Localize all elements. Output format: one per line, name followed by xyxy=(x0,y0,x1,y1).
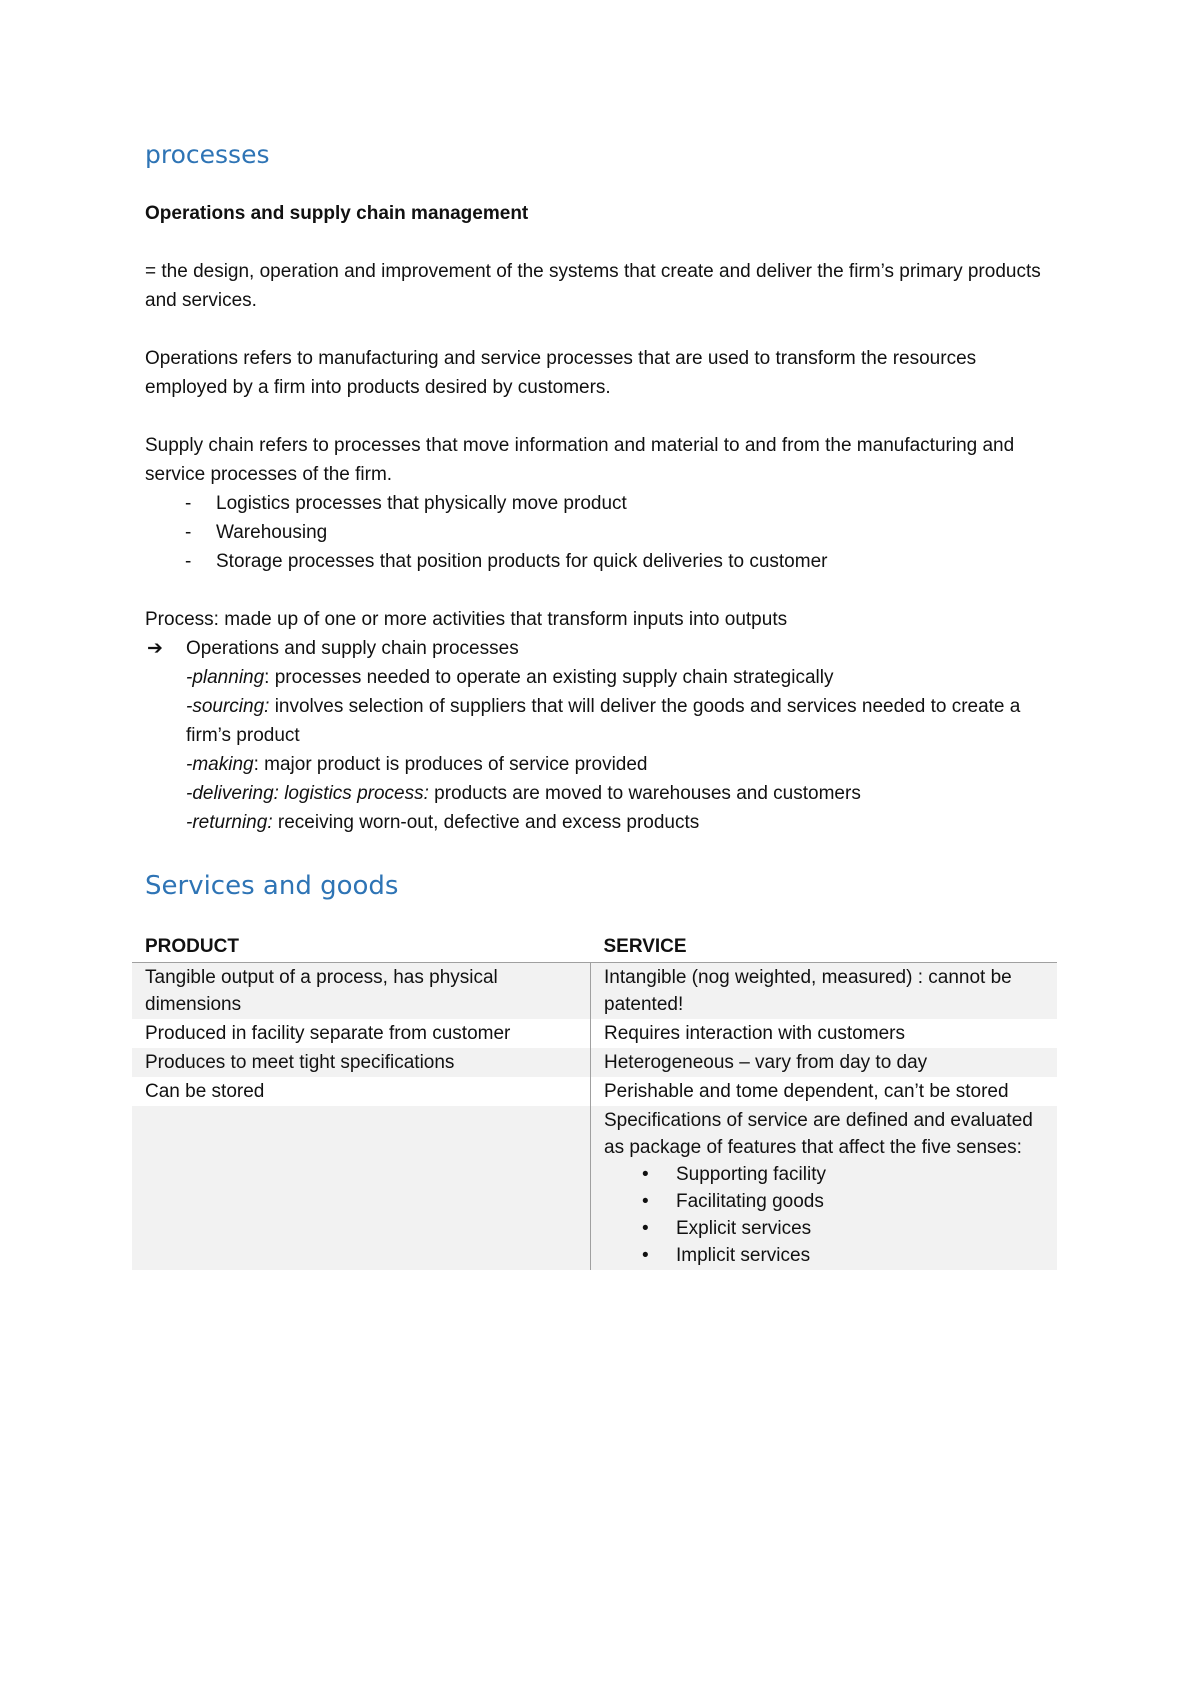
heading-processes: processes xyxy=(145,140,270,169)
table-cell: Produces to meet tight specifications xyxy=(132,1048,591,1077)
list-item: -returning: receiving worn-out, defective and excess products xyxy=(186,812,700,833)
dash-marker: - xyxy=(185,551,192,572)
bullet-marker: • xyxy=(642,1164,649,1185)
table-cell: Intangible (nog weighted, measured) : cannot be patented! xyxy=(591,963,1058,1020)
table-cell: Perishable and tome dependent, can’t be stored xyxy=(604,1081,1009,1102)
table-row xyxy=(132,1077,1057,1106)
list-item: -making: major product is produces of service provided xyxy=(186,754,648,775)
dash-marker: - xyxy=(185,493,192,514)
table-cell: Produced in facility separate from customer xyxy=(132,1019,591,1048)
process-steps-list xyxy=(145,663,1055,837)
definition-paragraph: = the design, operation and improvement of the systems that create and deliver the firm’s primary products and services. xyxy=(145,261,1041,311)
heading-services-goods: Services and goods xyxy=(145,871,399,901)
table-row xyxy=(132,1019,1057,1048)
table-row xyxy=(132,1048,1057,1077)
table-header-row xyxy=(132,931,1057,963)
document-page xyxy=(145,140,1055,1270)
table-cell: Tangible output of a process, has physical dimensions xyxy=(132,963,591,1020)
list-item: - Storage processes that position products for quick deliveries to customer xyxy=(145,547,1055,576)
table-cell xyxy=(132,1106,591,1270)
arrow-right-icon: ➔ xyxy=(147,638,163,659)
list-item: - Logistics processes that physically move product xyxy=(145,489,1055,518)
list-item: • Implicit services xyxy=(604,1242,1045,1269)
list-item: -delivering: logistics process: products are moved to warehouses and customers xyxy=(186,783,861,804)
table-cell: Can be stored xyxy=(132,1077,591,1106)
supply-chain-paragraph: Supply chain refers to processes that move information and material to and from the manufacturing and service processes of the firm. xyxy=(145,435,1015,485)
list-item: • Explicit services xyxy=(604,1215,1045,1242)
table-cell: Requires interaction with customers xyxy=(604,1023,905,1044)
list-item: - Warehousing xyxy=(145,518,1055,547)
table-cell: Heterogeneous – vary from day to day xyxy=(591,1048,1058,1077)
supply-chain-list xyxy=(145,489,1055,576)
list-item: • Facilitating goods xyxy=(604,1188,1045,1215)
process-definition: Process: made up of one or more activities that transform inputs into outputs xyxy=(145,609,788,630)
list-item: -sourcing: involves selection of suppliers that will deliver the goods and services needed to create a firm’s product xyxy=(186,696,1021,746)
heading-ops-scm: Operations and supply chain management xyxy=(145,203,529,224)
bullet-marker: • xyxy=(642,1191,649,1212)
operations-paragraph: Operations refers to manufacturing and service processes that are used to transform the resources employed by a firm into products desired by customers. xyxy=(145,348,977,398)
table-row xyxy=(132,1106,1057,1270)
bullet-marker: • xyxy=(642,1218,649,1239)
dash-marker: - xyxy=(185,522,192,543)
bullet-marker: • xyxy=(642,1245,649,1266)
list-item: • Supporting facility xyxy=(604,1161,1045,1188)
list-item: -planning: processes needed to operate an existing supply chain strategically xyxy=(186,667,834,688)
table-row xyxy=(132,963,1057,1020)
table-cell: Specifications of service are defined and evaluated as package of features that affect the five senses: • Supporting facility • Facilitating goods • Explicit services • Implicit services xyxy=(591,1106,1058,1270)
column-header-product: PRODUCT xyxy=(132,931,591,963)
column-header-service: SERVICE xyxy=(591,931,1058,963)
service-features-list xyxy=(604,1161,1045,1269)
arrow-item: ➔ Operations and supply chain processes xyxy=(145,634,1055,663)
comparison-table xyxy=(132,931,1057,1270)
